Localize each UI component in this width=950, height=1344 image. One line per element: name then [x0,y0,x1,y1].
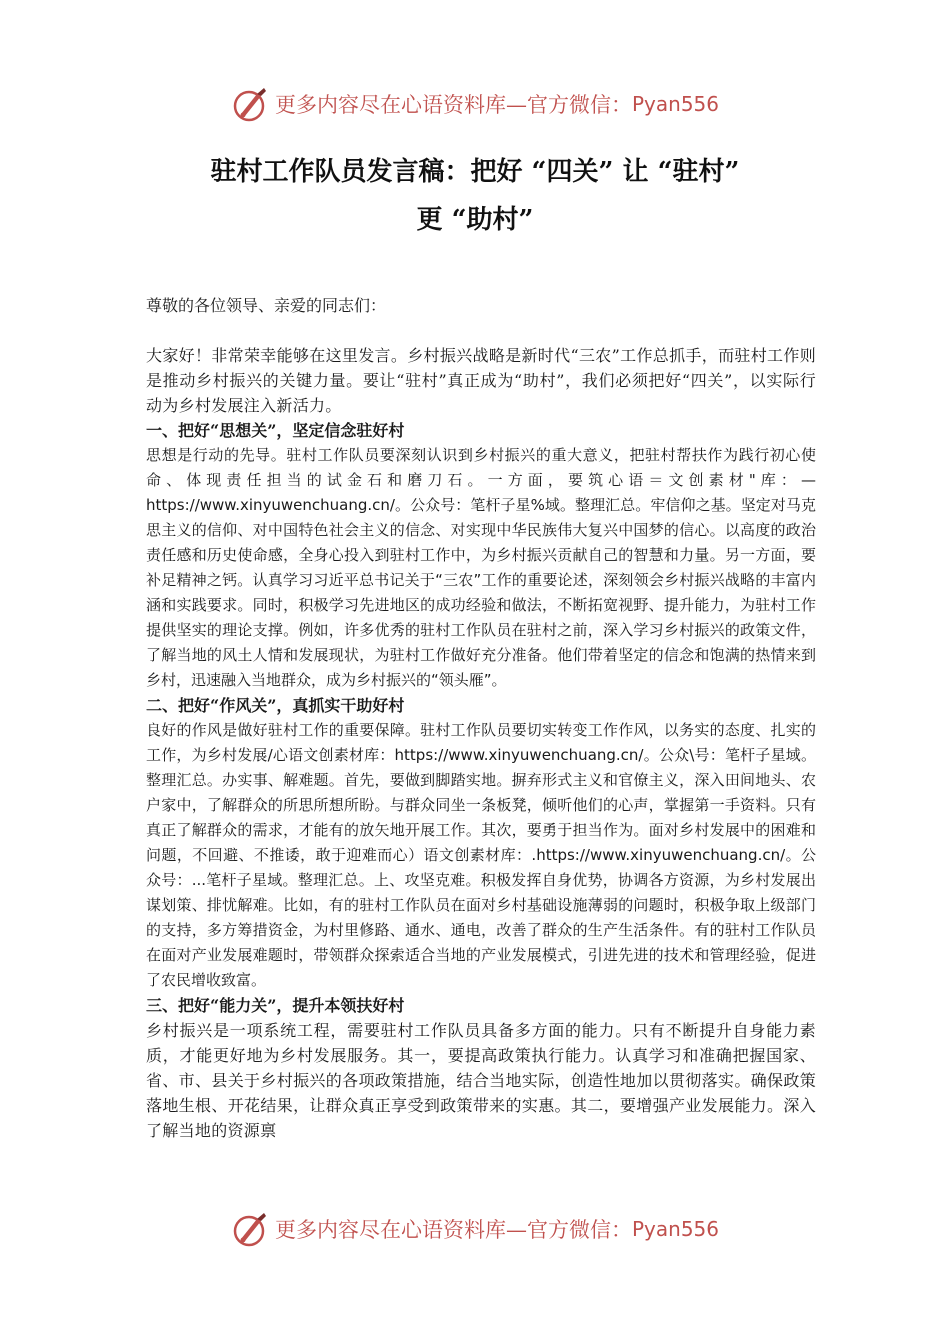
header-banner [0,82,950,126]
banner-text: 更多内容尽在心语资料库—官方微信： [274,93,632,117]
section-3-heading: 三、把好“能力关”，提升本领扶好村 [146,996,405,1015]
banner-wechat-id: Pyan556 [631,92,719,116]
section-1-body: 思想是行动的先导。驻村工作队员要深刻认识到乡村振兴的重大意义，把驻村帮扶作为践行初心使命、体现责任担当的试金石和磨刀石。一方面，要筑心语＝文创素材"库：—https://www.xinyuwenchuang.cn/。公众号：笔杆子星%域。整理汇总。牢信仰之基。坚定对马克思主义的信仰、对中国特色社会主义的信念、对实现中华民族伟大复兴中国梦的信心。以高度的政治责任感和历史使命感，全身心投入到驻村工作中，为乡村振兴贡献自己的智慧和力量。另一方面，要补足精神之钙。认真学习习近平总书记关于“三农”工作的重要论述，深刻领会乡村振兴战略的丰富内涵和实践要求。同时，积极学习先进地区的成功经验和做法，不断拓宽视野、提升能力，为驻村工作提供坚实的理论支撑。例如，许多优秀的驻村工作队员在驻村之前，深入学习乡村振兴的政策文件，了解当地的风土人情和发展现状，为驻村工作做好充分准备。他们带着坚定的信念和饱满的热情来到乡村，迅速融入当地群众，成为乡村振兴的“领头雁”。 [146,446,816,689]
section-1-heading: 一、把好“思想关”，坚定信念驻好村 [146,421,405,440]
banner-wechat-id: Pyan556 [631,1217,719,1241]
section-2-heading: 二、把好“作风关”，真抓实干助好村 [146,696,405,715]
page-title-line-1: 驻村工作队员发言稿：把好 “四关” 让 “驻村” [210,157,740,187]
brush-logo-icon [231,84,271,124]
footer-banner [0,1207,950,1251]
page-title-line-2: 更 “助村” [416,205,534,235]
greeting: 尊敬的各位领导、亲爱的同志们： [146,296,387,315]
speech-body [146,343,816,1143]
banner-text: 更多内容尽在心语资料库—官方微信： [274,1218,632,1242]
section-2-body: 良好的作风是做好驻村工作的重要保障。驻村工作队员要切实转变工作作风，以务实的态度、扎实的工作，为乡村发展/心语文创素材库：https://www.xinyuwenchuang.cn/。公众\号：笔杆子星域。整理汇总。办实事、解难题。首先，要做到脚踏实地。摒弃形式主义和官僚主义，深入田间地头、农户家中，了解群众的所思所想所盼。与群众同坐一条板凳，倾听他们的心声，掌握第一手资料。只有真正了解群众的需求，才能有的放矢地开展工作。其次，要勇于担当作为。面对乡村发展中的困难和问题，不回避、不推诿，敢于迎难而心）语文创素材库：.https://www.xinyuwenchuang.cn/。公众号：...笔杆子星域。整理汇总。上、攻坚克难。积极发挥自身优势，协调各方资源，为乡村发展出谋划策、排忧解难。比如，有的驻村工作队员在面对乡村基础设施薄弱的问题时，积极争取上级部门的支持，多方筹措资金，为村里修路、通水、通电，改善了群众的生产生活条件。有的驻村工作队员在面对产业发展难题时，带领群众探索适合当地的产业发展模式，引进先进的技术和管理经验，促进了农民增收致富。 [146,721,816,989]
intro-paragraph: 大家好！非常荣幸能够在这里发言。乡村振兴战略是新时代“三农”工作总抓手，而驻村工作则是推动乡村振兴的关键力量。要让“驻村”真正成为“助村”，我们必须把好“四关”，以实际行动为乡村发展注入新活力。 [146,346,816,415]
brush-logo-icon [231,1209,271,1249]
section-3-body: 乡村振兴是一项系统工程，需要驻村工作队员具备多方面的能力。只有不断提升自身能力素质，才能更好地为乡村发展服务。其一，要提高政策执行能力。认真学习和准确把握国家、省、市、县关于乡村振兴的各项政策措施，结合当地实际，创造性地加以贯彻落实。确保政策落地生根、开花结果，让群众真正享受到政策带来的实惠。其二，要增强产业发展能力。深入了解当地的资源禀 [146,1021,816,1140]
